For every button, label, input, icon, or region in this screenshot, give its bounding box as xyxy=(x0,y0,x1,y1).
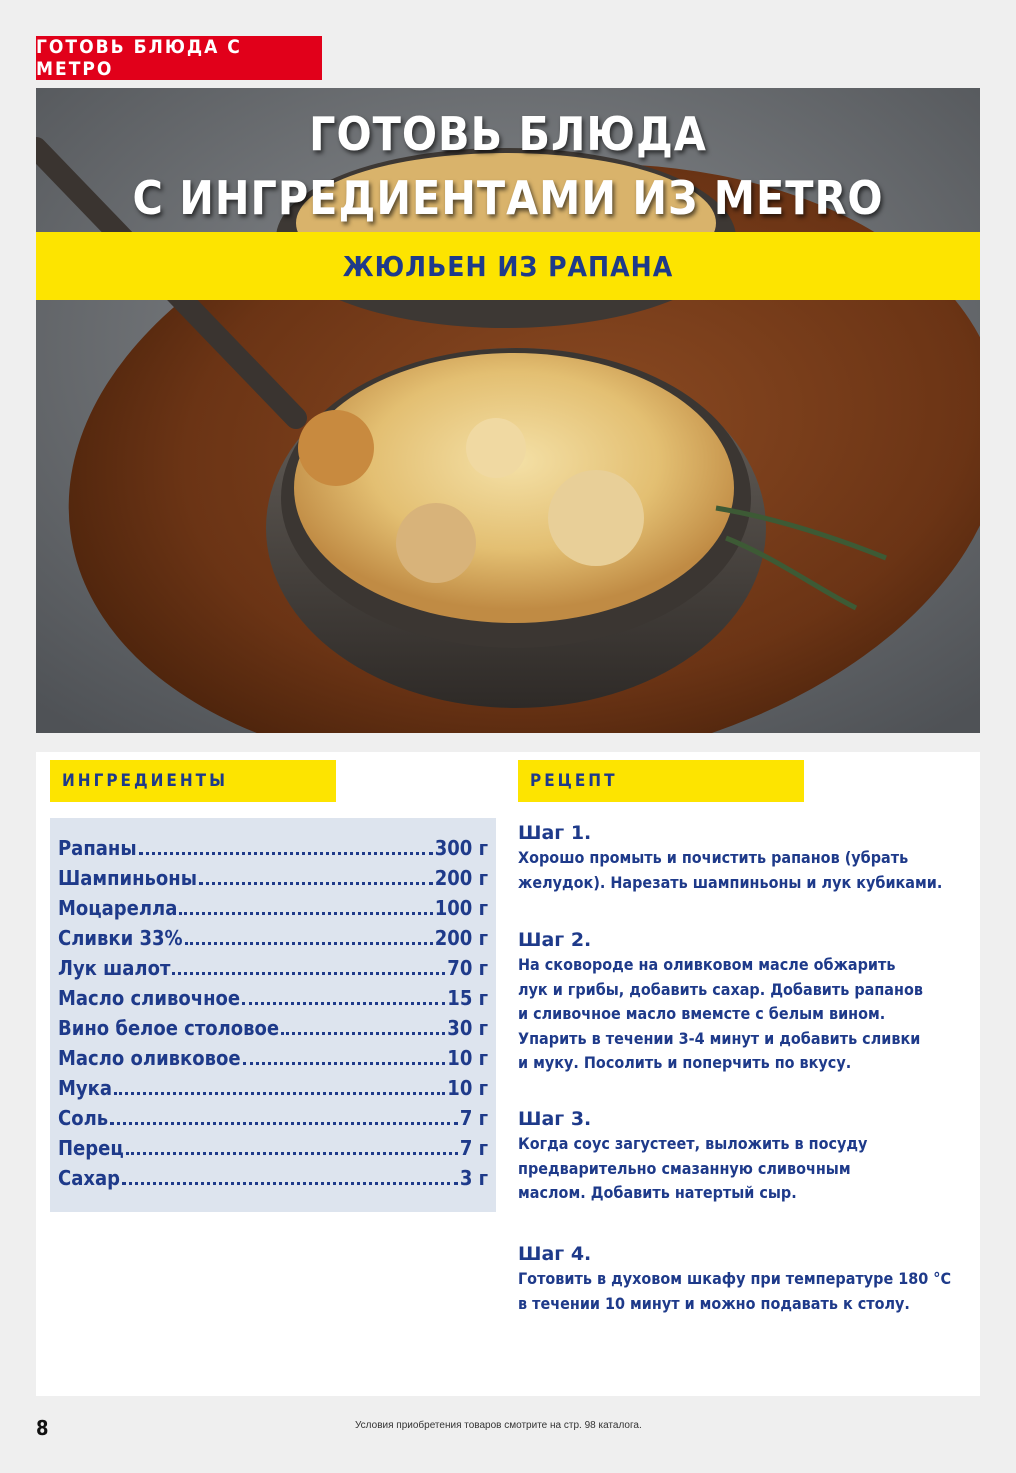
recipe-step-2 xyxy=(518,927,978,1076)
ingredient-name: Сливки 33% xyxy=(58,926,183,950)
step-line: На сковороде на оливковом масле обжарить xyxy=(518,955,896,974)
step-title: Шаг 1. xyxy=(518,822,592,844)
hero-title-line1: ГОТОВЬ БЛЮДА xyxy=(309,107,707,161)
step-line: предварительно смазанную сливочным xyxy=(518,1158,851,1178)
step-line: Упарить в течении 3-4 минут и добавить сливки xyxy=(518,1028,921,1048)
ingredient-name: Шампиньоны xyxy=(58,866,197,890)
recipe-step-1 xyxy=(518,820,978,895)
leader-dots xyxy=(114,1092,445,1095)
leader-dots xyxy=(199,882,433,885)
ingredient-row xyxy=(58,956,488,986)
ingredient-amount: 100 г xyxy=(434,896,488,920)
ingredient-row xyxy=(58,1016,488,1046)
ingredient-name: Перец xyxy=(58,1136,124,1160)
ingredient-row xyxy=(58,1136,488,1166)
step-line: и муку. Посолить и поперчить по вкусу. xyxy=(518,1053,852,1072)
step-line: желудок). Нарезать шампиньоны и лук кубиками. xyxy=(518,872,943,892)
leader-dots xyxy=(243,1062,446,1065)
step-line: маслом. Добавить натертый сыр. xyxy=(518,1183,797,1202)
ingredient-name: Моцарелла xyxy=(58,896,178,920)
ingredient-amount: 15 г xyxy=(447,986,488,1010)
leader-dots xyxy=(242,1002,445,1005)
ingredient-name: Лук шалот xyxy=(58,956,171,980)
recipe-step-3 xyxy=(518,1106,978,1206)
ingredient-amount: 30 г xyxy=(447,1016,488,1040)
recipe-step-4 xyxy=(518,1241,978,1316)
step-title: Шаг 4. xyxy=(518,1243,592,1265)
step-title: Шаг 2. xyxy=(518,929,592,951)
ingredient-amount: 200 г xyxy=(434,866,488,890)
footer-note: Условия приобретения товаров смотрите на стр. 98 каталога. xyxy=(355,1420,642,1431)
ingredient-row xyxy=(58,986,488,1016)
ingredients-label: ИНГРЕДИЕНТЫ xyxy=(50,760,336,802)
ingredient-name: Вино белое столовое xyxy=(58,1016,280,1040)
step-line: и сливочное масло вмемсте с белым вином. xyxy=(518,1004,886,1023)
ingredients-list xyxy=(50,818,496,1212)
ingredient-row xyxy=(58,866,488,896)
leader-dots xyxy=(281,1032,445,1035)
hero-title-line2: С ИНГРЕДИЕНТАМИ ИЗ METRO xyxy=(132,171,884,225)
ingredient-amount: 7 г xyxy=(459,1136,488,1160)
step-title: Шаг 3. xyxy=(518,1108,592,1130)
ingredient-amount: 300 г xyxy=(434,836,488,860)
leader-dots xyxy=(110,1122,458,1125)
ingredient-amount: 70 г xyxy=(447,956,488,980)
step-line: лук и грибы, добавить сахар. Добавить рапанов xyxy=(518,979,923,999)
ingredient-name: Масло сливочное xyxy=(58,986,241,1010)
leader-dots xyxy=(139,852,433,855)
ingredient-row xyxy=(58,836,488,866)
leader-dots xyxy=(179,912,432,915)
dish-name: ЖЮЛЬЕН ИЗ РАПАНА xyxy=(36,232,980,300)
recipe-label: РЕЦЕПТ xyxy=(518,760,804,802)
step-line: Когда соус загустеет, выложить в посуду xyxy=(518,1134,868,1153)
ingredient-name: Масло оливковое xyxy=(58,1046,241,1070)
hero-banner xyxy=(36,88,980,733)
step-line: Готовить в духовом шкафу при температуре 180 °С xyxy=(518,1269,952,1288)
leader-dots xyxy=(122,1182,458,1185)
ingredient-name: Соль xyxy=(58,1106,109,1130)
step-line: Хорошо промыть и почистить рапанов (убрать xyxy=(518,848,909,867)
ingredient-row xyxy=(58,896,488,926)
ingredient-row xyxy=(58,926,488,956)
ingredient-name: Мука xyxy=(58,1076,112,1100)
ingredient-row xyxy=(58,1106,488,1136)
step-line: в течении 10 минут и можно подавать к столу. xyxy=(518,1293,910,1313)
ingredient-name: Рапаны xyxy=(58,836,137,860)
ingredient-row xyxy=(58,1046,488,1076)
ingredient-row xyxy=(58,1076,488,1106)
ingredient-amount: 10 г xyxy=(447,1046,488,1070)
ingredient-amount: 3 г xyxy=(459,1166,488,1190)
leader-dots xyxy=(126,1152,458,1155)
ingredient-row xyxy=(58,1166,488,1196)
leader-dots xyxy=(172,972,445,975)
ingredient-amount: 10 г xyxy=(447,1076,488,1100)
hero-title xyxy=(36,102,980,230)
section-tag: ГОТОВЬ БЛЮДА С МЕТРО xyxy=(36,36,322,80)
ingredient-amount: 7 г xyxy=(459,1106,488,1130)
recipe-panel xyxy=(36,752,980,1396)
ingredient-amount: 200 г xyxy=(434,926,488,950)
ingredient-name: Сахар xyxy=(58,1166,120,1190)
page-number: 8 xyxy=(36,1416,49,1440)
leader-dots xyxy=(185,942,433,945)
